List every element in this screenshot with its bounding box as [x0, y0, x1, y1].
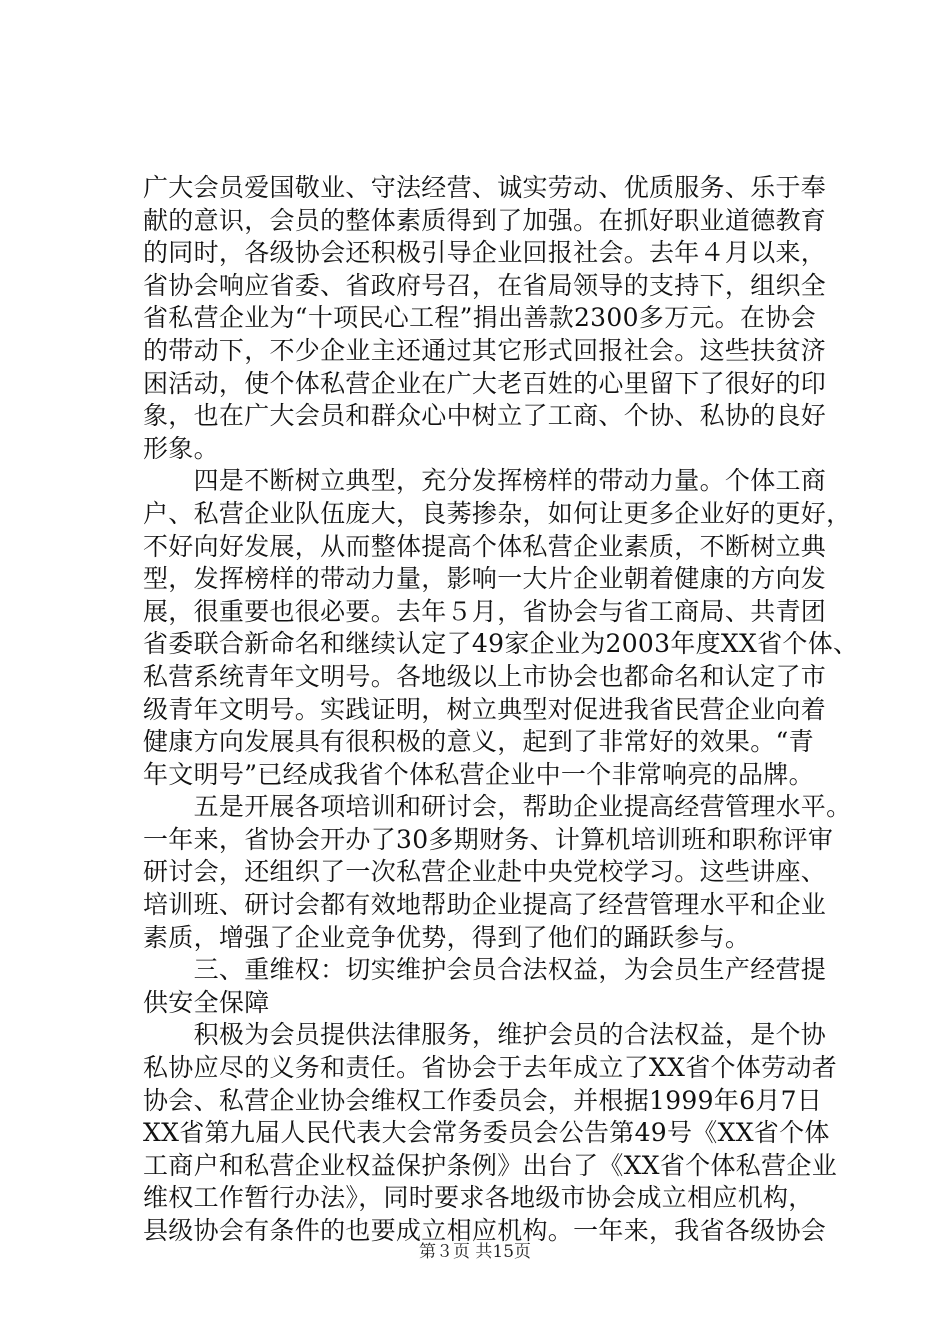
text-line: 积极为会员提供法律服务，维护会员的合法权益，是个协: [143, 1020, 827, 1050]
text-line: 展，很重要也很必要。去年５月，省协会与省工商局、共青团: [143, 596, 827, 626]
text-line: XX省第九届人民代表大会常务委员会公告第49号《XX省个体: [143, 1118, 830, 1148]
text-line: 五是开展各项培训和研讨会，帮助企业提高经营管理水平。: [143, 792, 852, 822]
text-line: 维权工作暂行办法》，同时要求各地级市协会成立相应机构，: [143, 1183, 814, 1213]
text-line: 素质，增强了企业竞争优势，得到了他们的踊跃参与。: [143, 922, 751, 952]
text-line: 级青年文明号。实践证明，树立典型对促进我省民营企业向着: [143, 694, 827, 724]
text-line: 县级协会有条件的也要成立相应机构。一年来，我省各级协会: [143, 1216, 827, 1245]
text-line: 困活动，使个体私营企业在广大老百姓的心里留下了很好的印: [143, 368, 827, 398]
text-line: 不好向好发展，从而整体提高个体私营企业素质，不断树立典: [143, 531, 827, 561]
text-line: 年文明号”已经成我省个体私营企业中一个非常响亮的品牌。: [143, 759, 814, 789]
text-line: 研讨会，还组织了一次私营企业赴中央党校学习。这些讲座、: [143, 857, 827, 887]
text-line: 的带动下，不少企业主还通过其它形式回报社会。这些扶贫济: [143, 335, 827, 365]
text-line: 省私营企业为“十项民心工程”捐出善款2300多万元。在协会: [143, 303, 816, 333]
text-line: 健康方向发展具有很积极的意义，起到了非常好的效果。“青: [143, 727, 814, 757]
text-line: 四是不断树立典型，充分发挥榜样的带动力量。个体工商: [143, 466, 827, 496]
text-line: 工商户和私营企业权益保护条例》出台了《XX省个体私营企业: [143, 1150, 837, 1180]
text-line: 私协应尽的义务和责任。省协会于去年成立了XX省个体劳动者: [143, 1053, 837, 1083]
page-footer: 第３页 共15页: [418, 1242, 532, 1262]
text-line: 象，也在广大会员和群众心中树立了工商、个协、私协的良好: [143, 401, 827, 431]
text-line: 协会、私营企业协会维权工作委员会，并根据1999年6月7日: [143, 1085, 823, 1115]
text-line: 私营系统青年文明号。各地级以上市协会也都命名和认定了市: [143, 661, 827, 691]
text-line: 户、私营企业队伍庞大，良莠掺杂，如何让更多企业好的更好，: [143, 498, 852, 528]
text-line: 形象。: [143, 433, 219, 463]
text-line: 一年来，省协会开办了30多期财务、计算机培训班和职称评审: [143, 824, 834, 854]
text-line: 型，发挥榜样的带动力量，影响一大片企业朝着健康的方向发: [143, 564, 827, 594]
text-line: 三、重维权：切实维护会员合法权益，为会员生产经营提: [143, 955, 827, 985]
text-line: 省委联合新命名和继续认定了49家企业为2003年度XX省个体、: [143, 629, 859, 659]
text-line: 培训班、研讨会都有效地帮助企业提高了经营管理水平和企业: [143, 890, 827, 920]
text-line: 献的意识，会员的整体素质得到了加强。在抓好职业道德教育: [143, 205, 827, 235]
text-line: 供安全保障: [143, 987, 270, 1017]
text-line: 省协会响应省委、省政府号召，在省局领导的支持下，组织全: [143, 270, 827, 300]
text-line: 广大会员爱国敬业、守法经营、诚实劳动、优质服务、乐于奉: [143, 173, 827, 202]
text-line: 的同时，各级协会还积极引导企业回报社会。去年４月以来，: [143, 238, 827, 268]
document-body: [143, 172, 863, 1248]
